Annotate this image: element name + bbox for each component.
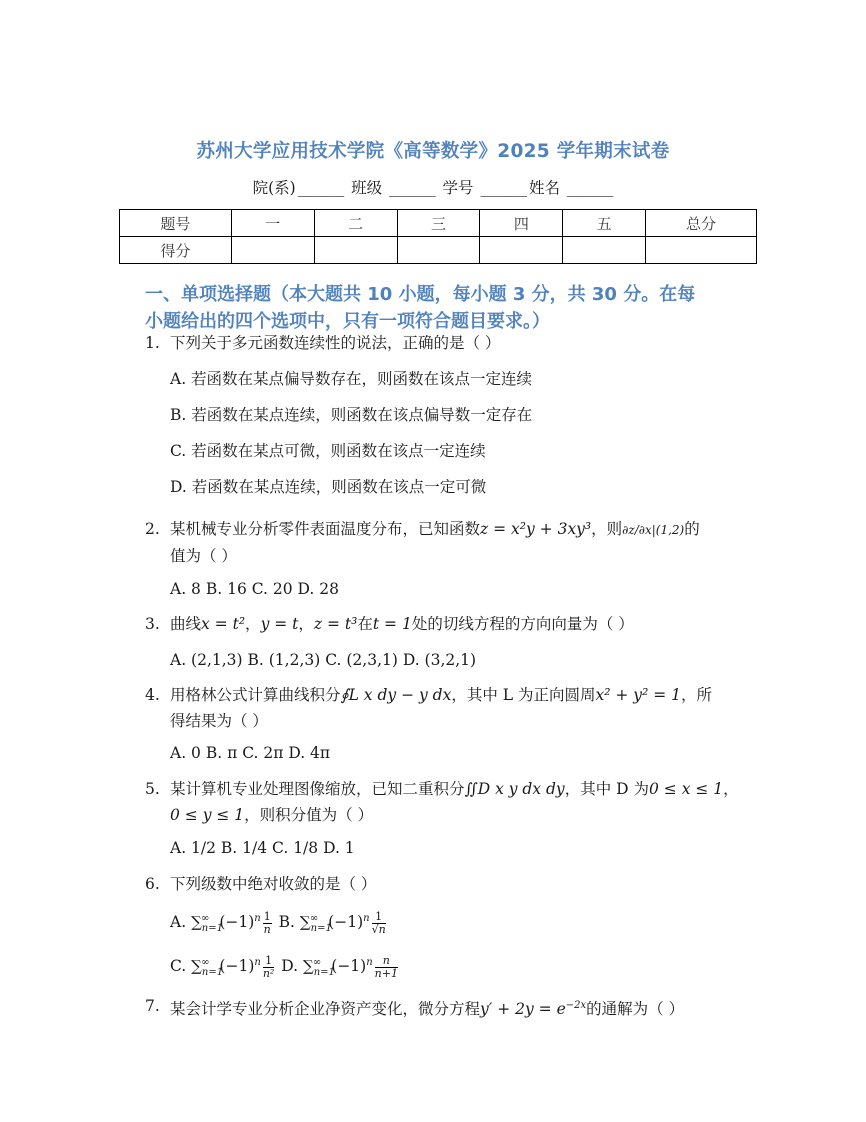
question-text (170, 516, 765, 569)
option-label: C. (170, 957, 187, 976)
q5-text-post: ， (723, 780, 739, 798)
option-label: A. (170, 913, 187, 932)
numerator: 1 (372, 911, 386, 924)
score-cell-label: 得分 (120, 237, 232, 264)
question-text: 下列级数中绝对收敛的是（ ） (170, 875, 377, 893)
q6-option-c[interactable] (170, 953, 281, 980)
sum-lower: n=1 (310, 923, 332, 935)
header-cell-3: 三 (397, 210, 480, 237)
q6-option-b[interactable] (278, 909, 388, 936)
q3-sep: ， (298, 615, 314, 633)
question-6 (145, 871, 765, 897)
q2-text-pre: 某机械专业分析零件表面温度分布，已知函数 (170, 520, 481, 538)
section-heading-line1: 一、单项选择题（本大题共 10 小题，每小题 3 分，共 30 分。在每 (145, 284, 696, 305)
question-text (170, 776, 765, 828)
numerator: 1 (263, 909, 271, 923)
q3-text-mid: 在 (357, 615, 373, 633)
q3-options[interactable]: A. (2,1,3) B. (1,2,3) C. (2,3,1) D. (3,2,1) (170, 651, 477, 669)
exponent: n (254, 957, 261, 968)
fraction (372, 911, 386, 936)
sum-upper: ∞ (312, 957, 322, 968)
question-text (170, 682, 765, 734)
question-number: 4. (145, 686, 160, 704)
score-cell-3[interactable] (397, 237, 480, 264)
q3-formula-y: y = t (260, 615, 299, 633)
question-5 (145, 776, 765, 828)
q5-options[interactable]: A. 1/2 B. 1/4 C. 1/8 D. 1 (170, 839, 355, 857)
q6-options-ab (170, 907, 388, 941)
q4-text-post: ，所 (681, 686, 713, 704)
q4-text-line2: 得结果为（ ） (170, 712, 268, 730)
q5-text-line2: ，则积分值为（ ） (244, 806, 374, 824)
header-cell-total: 总分 (646, 210, 757, 237)
question-number: 7. (145, 997, 160, 1015)
q3-formula-x: x = t² (201, 615, 246, 633)
q5-formula-y-range: 0 ≤ y ≤ 1 (170, 806, 245, 824)
q2-text-post: 的 (684, 520, 700, 538)
question-4 (145, 682, 765, 734)
q5-formula-integral: ∬D x y dx dy (464, 780, 565, 798)
question-text: 下列关于多元函数连续性的说法，正确的是（ ） (170, 334, 501, 352)
q5-text-mid: ，其中 D 为 (564, 780, 649, 798)
q4-options[interactable]: A. 0 B. π C. 2π D. 4π (170, 744, 331, 762)
class-blank[interactable]: ______ (389, 179, 436, 197)
q2-text-line2: 值为（ ） (170, 547, 237, 565)
sum-upper: ∞ (309, 913, 319, 924)
q7-formula: y′ + 2y = e (480, 1000, 566, 1019)
question-3 (145, 611, 765, 637)
q1-option-d[interactable]: D. 若函数在某点连续，则函数在该点一定可微 (170, 478, 487, 496)
question-text (170, 993, 765, 1022)
exponent: n (254, 913, 261, 924)
q7-text-pre: 某会计学专业分析企业净资产变化，微分方程 (170, 1000, 481, 1019)
sum-symbol: ∑ (299, 913, 311, 932)
q6-option-d[interactable] (281, 953, 400, 980)
q6-option-a[interactable] (170, 909, 279, 936)
denominator: n+1 (374, 966, 398, 980)
sum-upper: ∞ (201, 957, 210, 968)
question-number: 3. (145, 615, 160, 633)
exponent: n (363, 913, 370, 924)
q6-options-cd (170, 951, 400, 985)
fraction (263, 911, 272, 936)
class-label: 班级 (351, 179, 383, 197)
option-label: D. (281, 957, 299, 976)
q4-formula-integral: ∮L x dy − y dx (340, 686, 452, 704)
term: (−1) (331, 957, 367, 976)
denominator: n (263, 922, 271, 936)
question-2 (145, 516, 765, 569)
dept-blank[interactable]: ______ (297, 179, 345, 197)
denominator: √n (371, 922, 386, 936)
q5-formula-x-range: 0 ≤ x ≤ 1 (649, 780, 724, 798)
question-number: 6. (145, 875, 160, 893)
q5-text-pre: 某计算机专业处理图像缩放，已知二重积分 (170, 780, 465, 798)
term: (−1) (219, 957, 255, 976)
sum-upper: ∞ (200, 913, 210, 924)
numerator: 1 (263, 955, 275, 968)
question-1 (145, 330, 765, 356)
fraction (263, 955, 275, 980)
score-table (119, 209, 757, 264)
name-blank[interactable]: ______ (566, 179, 614, 197)
header-cell-5: 五 (563, 210, 646, 237)
q3-text-post: 处的切线方程的方向向量为（ ） (411, 615, 634, 633)
q1-option-b[interactable]: B. 若函数在某点连续，则函数在该点偏导数一定存在 (170, 406, 533, 424)
exam-title: 苏州大学应用技术学院《高等数学》2025 学年期末试卷 (196, 141, 670, 162)
id-label: 学号 (442, 179, 474, 197)
sum-lower: n=1 (201, 923, 223, 935)
q4-formula-circle: x² + y² = 1 (595, 686, 681, 704)
header-cell-1: 一 (231, 210, 314, 237)
score-table-score-row (120, 237, 757, 264)
option-label: B. (278, 913, 295, 932)
header-cell-label: 题号 (120, 210, 232, 237)
question-text (170, 611, 765, 637)
score-table-header-row (120, 210, 757, 237)
sum-symbol: ∑ (191, 957, 202, 976)
q7-formula-exponent: −2x (565, 1000, 587, 1011)
exponent: n (366, 957, 373, 968)
q2-text-mid: ，则 (591, 520, 623, 538)
numerator: n (375, 955, 398, 968)
q4-text-mid: ，其中 L 为正向圆周 (451, 686, 596, 704)
question-number: 2. (145, 520, 160, 538)
sum-lower: n=1 (313, 967, 335, 979)
q3-formula-t: t = 1 (372, 615, 412, 633)
sum-lower: n=1 (201, 967, 224, 979)
question-7 (145, 993, 765, 1022)
q3-sep: ， (245, 615, 261, 633)
id-blank[interactable]: ______ (480, 179, 527, 197)
q2-options[interactable]: A. 8 B. 16 C. 20 D. 28 (170, 580, 339, 598)
q2-derivative: ∂z/∂x|(1,2) (622, 523, 685, 537)
student-info-line (0, 176, 866, 198)
score-cell-1[interactable] (231, 237, 314, 264)
q1-option-a[interactable]: A. 若函数在某点偏导数存在，则函数在该点一定连续 (170, 370, 533, 388)
header-cell-4: 四 (480, 210, 563, 237)
q4-text-pre: 用格林公式计算曲线积分 (170, 686, 341, 704)
denominator: n² (262, 966, 275, 980)
sum-symbol: ∑ (191, 913, 202, 932)
question-number: 1. (145, 334, 160, 352)
score-cell-5[interactable] (563, 237, 646, 264)
section-heading (145, 281, 745, 335)
q1-option-c[interactable]: C. 若函数在某点可微，则函数在该点一定连续 (170, 442, 486, 460)
q3-text-pre: 曲线 (170, 615, 202, 633)
fraction (375, 955, 398, 980)
term: (−1) (219, 913, 255, 932)
header-cell-2: 二 (314, 210, 397, 237)
q3-formula-z: z = t³ (313, 615, 358, 633)
section-heading-line2: 小题给出的四个选项中，只有一项符合题目要求。） (145, 311, 550, 332)
name-label: 姓名 (528, 179, 560, 197)
q7-text-post: 的通解为（ ） (586, 1000, 685, 1019)
question-number: 5. (145, 780, 160, 798)
score-cell-4[interactable] (480, 237, 563, 264)
term: (−1) (328, 913, 364, 932)
score-cell-2[interactable] (314, 237, 397, 264)
q2-formula: z = x²y + 3xy³ (480, 520, 592, 538)
sum-symbol: ∑ (303, 957, 314, 976)
dept-label: 院(系) (252, 179, 296, 197)
score-cell-total[interactable] (646, 237, 757, 264)
